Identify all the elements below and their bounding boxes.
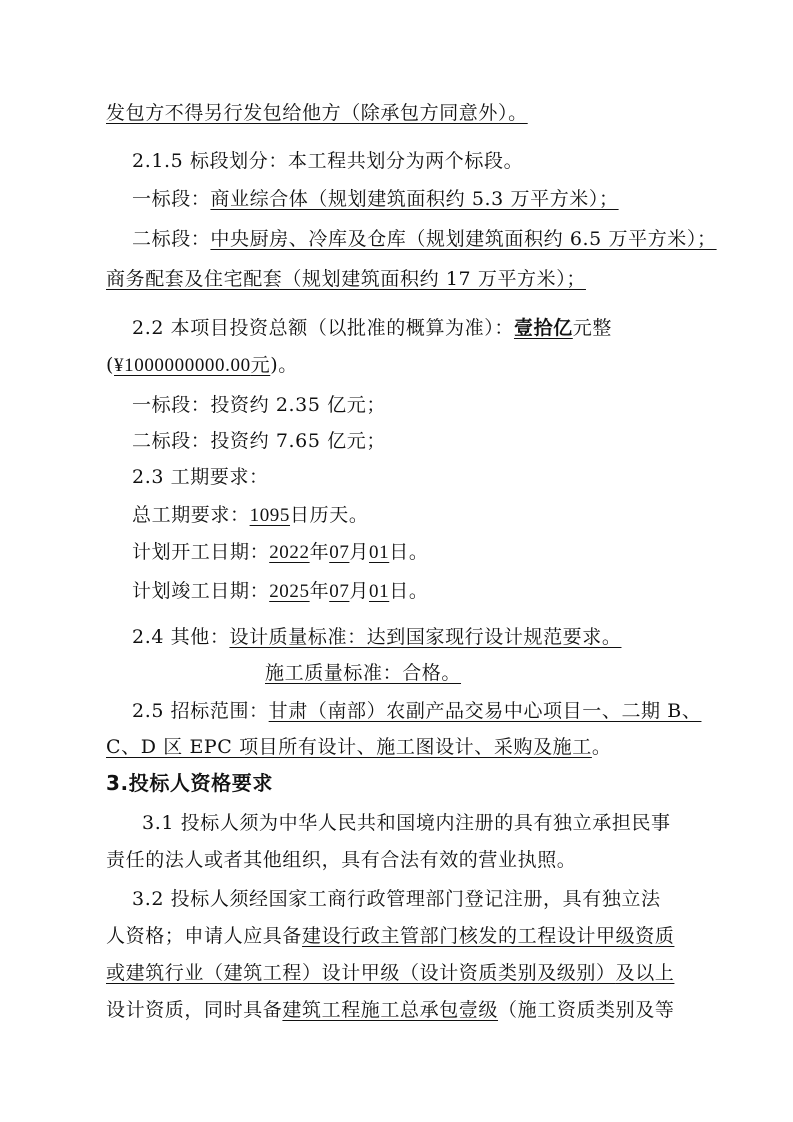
text: )。	[270, 354, 298, 376]
text: 计划开工日期：	[132, 541, 270, 563]
text: 年	[309, 541, 330, 563]
underlined-text: 发包方不得另行发包给他方（除承包方同意外）。	[106, 102, 528, 124]
text: 3.2 投标人须经国家工商行政管理部门登记注册，具有独立法	[132, 888, 661, 910]
text: 人资格；申请人应具备	[106, 925, 303, 947]
month: 07	[329, 581, 350, 602]
text: （施工资质类别及等	[498, 999, 675, 1021]
underlined-text: 甘肃（南部）农副产品交易中心项目一、二期 B、	[268, 700, 702, 722]
text: 2.3 工期要求：	[132, 466, 269, 488]
text: 责任的法人或者其他组织，具有合法有效的营业执照。	[106, 849, 577, 871]
text: 一标段：	[132, 188, 211, 210]
text: 2.4 其他：	[132, 626, 230, 648]
underlined-text: 施工质量标准：合格。	[265, 662, 462, 684]
text: 年	[309, 580, 330, 602]
day: 01	[369, 581, 390, 602]
year: 2025	[269, 581, 310, 602]
qualification-line	[106, 923, 793, 949]
text-line	[106, 100, 793, 126]
text: 元	[250, 354, 271, 376]
text: 3.1 投标人须为中华人民共和国境内注册的具有独立承担民事	[142, 812, 671, 834]
text: 设计资质，同时具备	[106, 999, 283, 1021]
text: 月	[349, 541, 370, 563]
total-duration	[132, 502, 793, 529]
amount-number: ¥1000000000.00	[114, 355, 251, 376]
text: 二标段：投资约 7.65 亿元；	[132, 430, 386, 452]
month: 07	[329, 542, 350, 563]
section-heading	[106, 770, 793, 796]
qualification-line-3	[106, 997, 793, 1023]
text: 总工期要求：	[132, 504, 250, 526]
duration-days: 1095	[249, 505, 291, 526]
text: 二标段：	[132, 228, 211, 250]
text: 月	[349, 580, 370, 602]
underlined-text: 及以上	[615, 962, 675, 984]
text: 日。	[389, 541, 429, 563]
amount-chinese: 壹拾亿	[513, 317, 573, 339]
text: 计划竣工日期：	[132, 580, 270, 602]
end-date	[132, 578, 793, 605]
year: 2022	[269, 542, 310, 563]
text: 一标段：投资约 2.35 亿元；	[132, 394, 386, 416]
section-3-1	[142, 810, 793, 836]
amount-line	[106, 352, 793, 379]
qualification-line-2	[106, 960, 793, 986]
section-2-5	[132, 698, 793, 724]
construction-quality	[265, 660, 793, 686]
section-2-2	[132, 315, 793, 341]
underlined-text: 建设行政主管部门核发的工程设计甲级资质	[302, 925, 675, 947]
start-date	[132, 539, 793, 566]
text: 日。	[389, 580, 429, 602]
section-3-2	[132, 886, 793, 912]
text: 。	[591, 736, 612, 758]
underlined-text: 商业综合体（规划建筑面积约 5.3 万平方米）；	[210, 188, 619, 210]
text: 2.2 本项目投资总额（以批准的概算为准）：	[132, 317, 514, 339]
section-2-3	[132, 464, 793, 490]
underlined-text: C、D 区 EPC 项目所有设计、施工图设计、采购及施工	[106, 736, 592, 758]
text: 日历天。	[290, 504, 369, 526]
heading-text: 3.投标人资格要求	[106, 771, 273, 795]
lot-2-investment	[132, 428, 793, 454]
text: 2.5 招标范围：	[132, 700, 269, 722]
scope-continued	[106, 734, 793, 760]
lot-1-line	[132, 186, 793, 212]
text: (	[106, 354, 115, 376]
lot-1-investment	[132, 392, 793, 418]
lot-2-line	[132, 226, 793, 252]
day: 01	[369, 542, 390, 563]
lot-2-continued	[106, 266, 793, 292]
underlined-text: 设计质量标准：达到国家现行设计规范要求。	[229, 626, 622, 648]
text: 2.1.5 标段划分：本工程共划分为两个标段。	[132, 150, 524, 172]
underlined-text: 建筑工程施工总承包壹级	[282, 999, 499, 1021]
section-3-1-continued	[106, 847, 793, 873]
underlined-text: 商务配套及住宅配套（规划建筑面积约 17 万平方米）；	[106, 268, 586, 290]
text: 元整	[572, 317, 612, 339]
section-2-4	[132, 624, 793, 650]
underlined-text: 中央厨房、冷库及仓库（规划建筑面积约 6.5 万平方米）；	[210, 228, 717, 250]
underlined-text: 或建筑行业（建筑工程）设计甲级（设计资质类别及级别）	[106, 962, 616, 984]
section-2-1-5	[132, 148, 793, 174]
